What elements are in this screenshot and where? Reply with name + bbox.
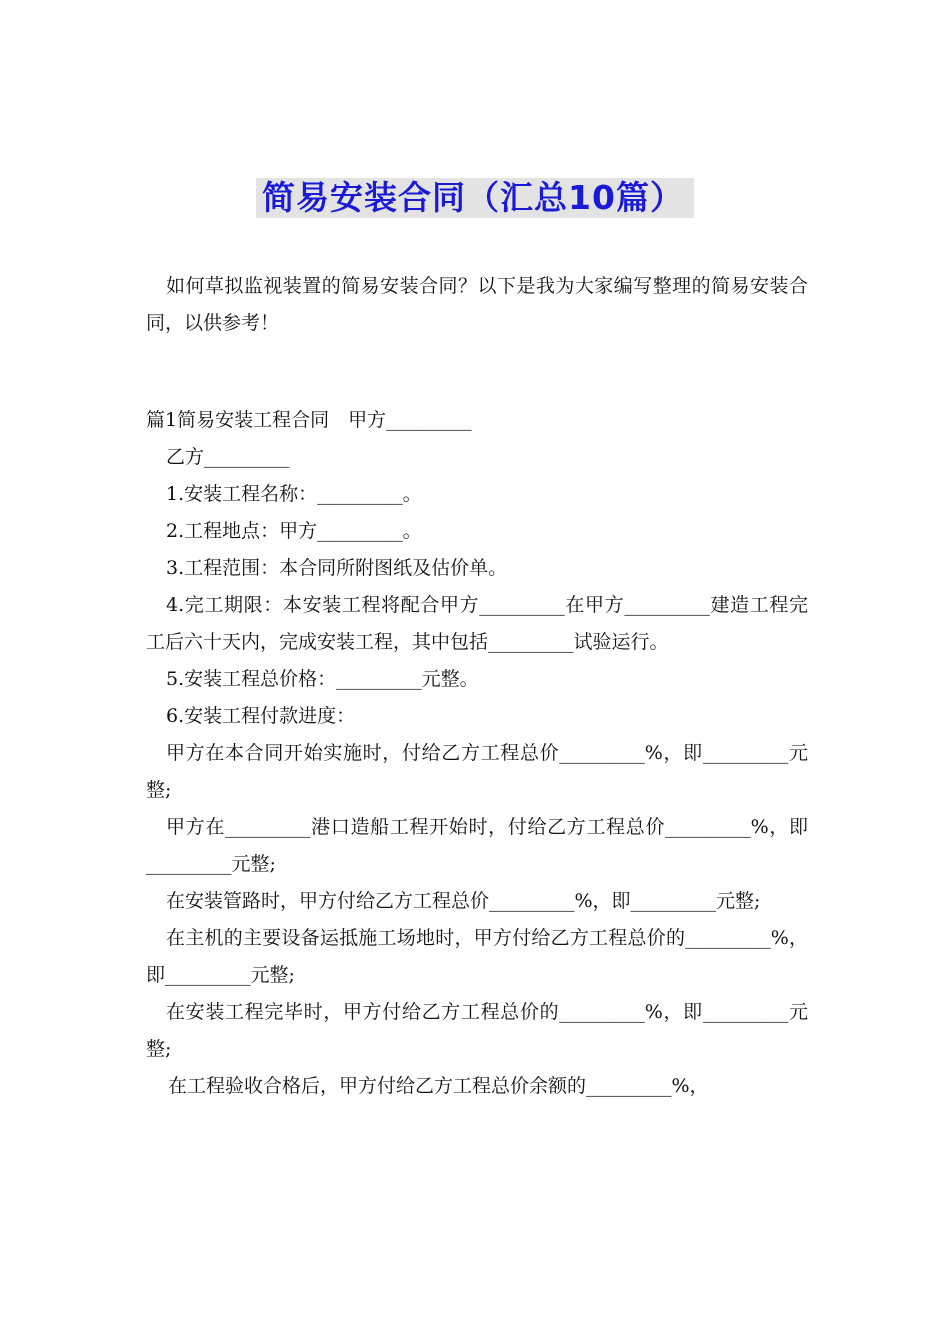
paragraph-payment-1: 甲方在本合同开始实施时，付给乙方工程总价_________%，即_________元整;: [146, 742, 808, 801]
document-body: [146, 268, 808, 1105]
section-heading: 篇1简易安装工程合同 甲方_________: [146, 409, 472, 431]
paragraph-payment-3: 在安装管路时，甲方付给乙方工程总价_________%，即_________元整;: [166, 890, 761, 912]
paragraph-payment-2: 甲方在_________港口造船工程开始时，付给乙方工程总价_________%，即_________元整;: [146, 816, 808, 875]
paragraph-clause-3: 3.工程范围：本合同所附图纸及估价单。: [166, 557, 508, 579]
paragraph-clause-4: 4.完工期限：本安装工程将配合甲方_________在甲方_________建造工程完工后六十天内，完成安装工程，其中包括_________试验运行。: [146, 594, 808, 653]
paragraph-payment-6: 在工程验收合格后，甲方付给乙方工程总价余额的_________%，: [168, 1075, 709, 1097]
document-title: 简易安装合同（汇总10篇）: [256, 178, 694, 218]
paragraph-clause-1: 1.安装工程名称：_________。: [166, 483, 422, 505]
paragraph-payment-4: 在主机的主要设备运抵施工场地时，甲方付给乙方工程总价的_________%，即_________元整;: [146, 927, 808, 986]
spacer: [146, 342, 808, 402]
paragraph-clause-6: 6.安装工程付款进度：: [166, 705, 356, 727]
paragraph-party-b: 乙方_________: [166, 446, 290, 468]
paragraph-clause-2: 2.工程地点：甲方_________。: [166, 520, 422, 542]
title-container: [0, 178, 950, 218]
paragraph-payment-5: 在安装工程完毕时，甲方付给乙方工程总价的_________%，即_________元整;: [146, 1001, 808, 1060]
intro-paragraph: 如何草拟监视装置的简易安装合同？以下是我为大家编写整理的简易安装合同，以供参考！: [146, 275, 808, 334]
paragraph-clause-5: 5.安装工程总价格：_________元整。: [166, 668, 479, 690]
